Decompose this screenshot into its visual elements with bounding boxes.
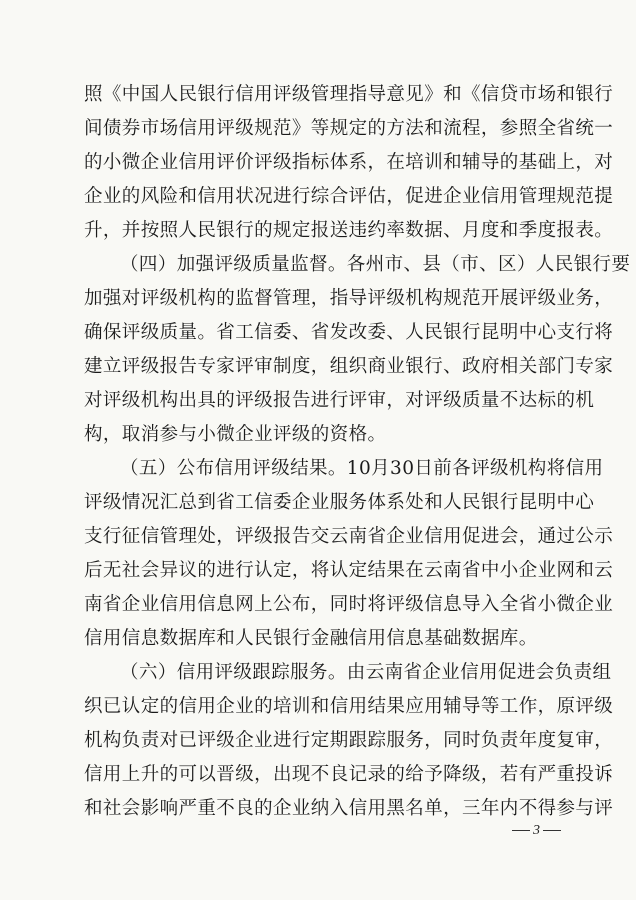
text-line: 机构负责对已评级企业进行定期跟踪服务，同时负责年度复审， — [84, 730, 614, 751]
text-line: 信用上升的可以晋级，出现不良记录的给予降级，若有严重投诉 — [84, 764, 614, 785]
text-line: 的小微企业信用评价评级指标体系，在培训和辅导的基础上，对 — [84, 152, 614, 173]
text-line: 支行征信管理处，评级报告交云南省企业信用促进会，通过公示 — [84, 526, 614, 547]
page-number-dash-left — [512, 830, 530, 831]
text-line: 确保评级质量。省工信委、省发改委、人民银行昆明中心支行将 — [84, 322, 614, 343]
page-number-value: 3 — [533, 823, 540, 838]
text-line: 对评级机构出具的评级报告进行评审，对评级质量不达标的机 — [84, 390, 595, 411]
section-heading-line: （五）公布信用评级结果。10月30日前各评级机构将信用 — [120, 458, 604, 479]
text-line: 和社会影响严重不良的企业纳入信用黑名单，三年内不得参与评 — [84, 798, 614, 819]
section-heading-line: （四）加强评级质量监督。各州市、县（市、区）人民银行要 — [120, 254, 631, 275]
section-heading-line: （六）信用评级跟踪服务。由云南省企业信用促进会负责组 — [120, 662, 612, 683]
text-line: 建立评级报告专家评审制度，组织商业银行、政府相关部门专家 — [84, 356, 614, 377]
text-line: 后无社会异议的进行认定，将认定结果在云南省中小企业网和云 — [84, 560, 614, 581]
text-line: 企业的风险和信用状况进行综合评估，促进企业信用管理规范提 — [84, 186, 614, 207]
text-line: 评级情况汇总到省工信委企业服务体系处和人民银行昆明中心 — [84, 492, 595, 513]
document-body — [84, 78, 631, 826]
text-line: 升，并按照人民银行的规定报送违约率数据、月度和季度报表。 — [84, 220, 614, 241]
text-line: 加强对评级机构的监督管理，指导评级机构规范开展评级业务， — [84, 288, 614, 309]
text-line: 构，取消参与小微企业评级的资格。 — [84, 424, 387, 445]
text-line: 照《中国人民银行信用评级管理指导意见》和《信贷市场和银行 — [84, 84, 614, 105]
text-line: 信用信息数据库和人民银行金融信用信息基础数据库。 — [84, 628, 538, 649]
text-line: 南省企业信用信息网上公布，同时将评级信息导入全省小微企业 — [84, 594, 614, 615]
text-line: 织已认定的信用企业的培训和信用结果应用辅导等工作，原评级 — [84, 696, 614, 717]
text-line: 间债券市场信用评级规范》等规定的方法和流程，参照全省统一 — [84, 118, 614, 139]
page-number-dash-right — [543, 830, 561, 831]
page-number — [512, 822, 561, 840]
